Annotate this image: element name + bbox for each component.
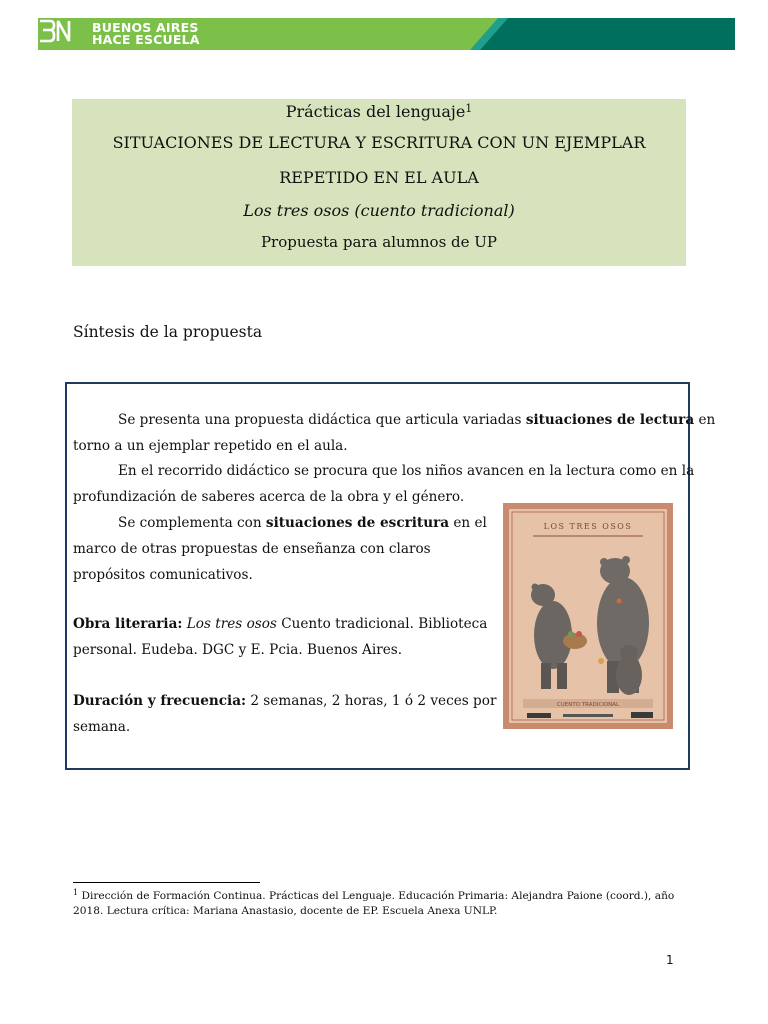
title-box	[72, 99, 686, 266]
duracion-line-2: semana.	[73, 719, 131, 735]
header-banner	[38, 18, 735, 50]
p3-text-a: Se complementa con	[118, 515, 266, 531]
p1-bold: situaciones de lectura	[525, 412, 695, 428]
p1-text-c: en	[694, 412, 716, 428]
p3-bold: situaciones de escritura	[265, 515, 450, 531]
main-title-line-1: SITUACIONES DE LECTURA Y ESCRITURA CON UN EJEMPLAR	[112, 133, 646, 152]
cover-title: LOS TRES OSOS	[543, 522, 633, 531]
footnote-line-1	[73, 888, 674, 902]
obra-label: Obra literaria:	[73, 616, 183, 632]
p3-text-c: en el	[449, 515, 487, 531]
cover-band-text: CUENTO TRADICIONAL	[556, 702, 620, 708]
p3-line-1	[118, 515, 487, 531]
obra-line-1	[73, 616, 487, 632]
obra-title: Los tres osos	[186, 616, 277, 632]
duracion-rest: 2 semanas, 2 horas, 1 ó 2 veces por	[246, 693, 497, 709]
p3-line-2: marco de otras propuestas de enseñanza con claros	[73, 541, 431, 557]
footnote-ref: 1	[465, 102, 473, 115]
p1-line-2: torno a un ejemplar repetido en el aula.	[73, 438, 348, 454]
section-title: Síntesis de la propuesta	[73, 323, 263, 341]
footnote-number: 1	[73, 888, 79, 897]
obra-line-2: personal. Eudeba. DGC y E. Pcia. Buenos Aires.	[73, 642, 403, 658]
subject-title-text: Prácticas del lenguaje	[285, 102, 466, 121]
p2-line-2: profundización de saberes acerca de la obra y el género.	[73, 489, 465, 505]
subject-title	[72, 102, 686, 121]
footnote-text-1: Dirección de Formación Continua. Prácticas del Lenguaje. Educación Primaria: Alejandra Paione (coord.), año	[78, 890, 675, 902]
footnote-line-2: 2018. Lectura crítica: Mariana Anastasio, docente de EP. Escuela Anexa UNLP.	[73, 905, 498, 917]
p1-text-a: Se presenta una propuesta didáctica que articula variadas	[118, 412, 526, 428]
p3-line-3: propósitos comunicativos.	[73, 567, 253, 583]
footnote-divider	[73, 882, 260, 883]
work-title: Los tres osos (cuento tradicional)	[243, 201, 515, 220]
p1-line-1	[118, 412, 715, 428]
buenos-aires-logo-icon	[38, 18, 72, 44]
book-cover-image	[503, 503, 673, 729]
main-title-line-2: REPETIDO EN EL AULA	[279, 168, 479, 187]
audience-line: Propuesta para alumnos de UP	[260, 233, 498, 251]
brand-name	[92, 22, 200, 46]
p2-line-1: En el recorrido didáctico se procura que los niños avancen en la lectura como en la	[118, 463, 695, 479]
brand-line-1: BUENOS AIRES	[92, 20, 199, 35]
duracion-line-1	[73, 693, 496, 709]
page-number: 1	[666, 953, 674, 967]
duracion-label: Duración y frecuencia:	[73, 693, 247, 709]
obra-rest: Cuento tradicional. Biblioteca	[276, 616, 488, 632]
brand-line-2: HACE ESCUELA	[92, 32, 200, 47]
